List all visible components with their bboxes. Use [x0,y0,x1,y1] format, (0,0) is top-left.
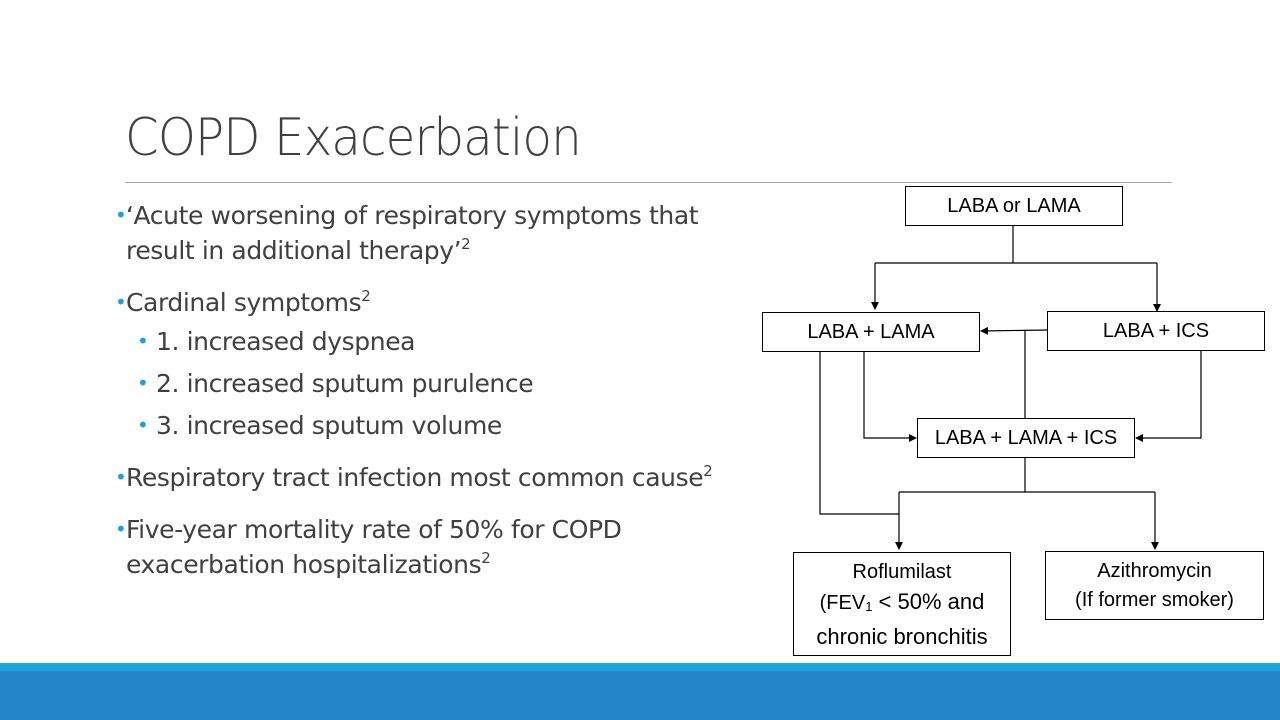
bullet-dot: • [137,413,149,437]
bullet-dot: • [137,329,149,353]
bullet-dot: • [115,203,127,227]
box-label: LABA or LAMA [947,194,1081,217]
bullet-text: Cardinal symptoms [126,288,362,317]
roflumilast-condition [820,587,985,622]
sub-bullet-text: 2. increased sputum purulence [156,369,534,398]
bullet-text: ‘Acute worsening of respiratory symptoms that [126,201,699,230]
box-laba-lama-ics [917,418,1135,458]
fev-subscript: 1 [865,598,873,614]
arrow-ics-to-laba-lama [981,330,1047,331]
box-label: Roflumilast [852,560,952,583]
bullet-text: Respiratory tract infection most common cause [126,463,704,492]
reference-superscript: 2 [481,549,491,567]
box-laba-lama [762,312,980,352]
condition-prefix: (FEV [819,591,866,614]
box-azithromycin [1045,551,1264,620]
reference-superscript: 2 [361,287,371,305]
condition-suffix: < 50% and [872,588,985,614]
bullet-dot: • [115,465,127,489]
azithromycin-condition: (If former smoker) [1075,588,1234,611]
bullet-dot: • [137,371,149,395]
roflumilast-condition-line2: chronic bronchitis [816,623,988,649]
footer-accent-band [0,663,1280,671]
box-laba-or-lama [905,186,1123,226]
sub-bullet-text: 1. increased dyspnea [156,327,416,356]
bullet-text: exacerbation hospitalizations [126,550,482,579]
reference-superscript: 2 [703,462,713,480]
box-label: LABA + LAMA + ICS [934,426,1118,449]
box-roflumilast [793,552,1011,656]
arrow-laba-ics-to-triple [1136,350,1201,438]
arrow-laba-lama-to-triple [864,351,916,438]
bullet-text: result in additional therapy’ [126,236,462,265]
bullet-dot: • [115,517,127,541]
box-label: Azithromycin [1097,559,1212,582]
footer-band [0,671,1280,720]
sub-bullet-text: 3. increased sputum volume [156,411,502,440]
box-label: LABA + ICS [1102,319,1210,342]
slide-title: COPD Exacerbation [125,108,581,168]
connector-laba-lama-to-roflumilast [820,351,899,514]
box-laba-ics [1047,311,1265,351]
box-label: LABA + LAMA [807,320,935,343]
reference-superscript: 2 [461,235,471,253]
bullet-dot: • [115,290,127,314]
bullet-text: Five-year mortality rate of 50% for COPD [126,515,622,544]
